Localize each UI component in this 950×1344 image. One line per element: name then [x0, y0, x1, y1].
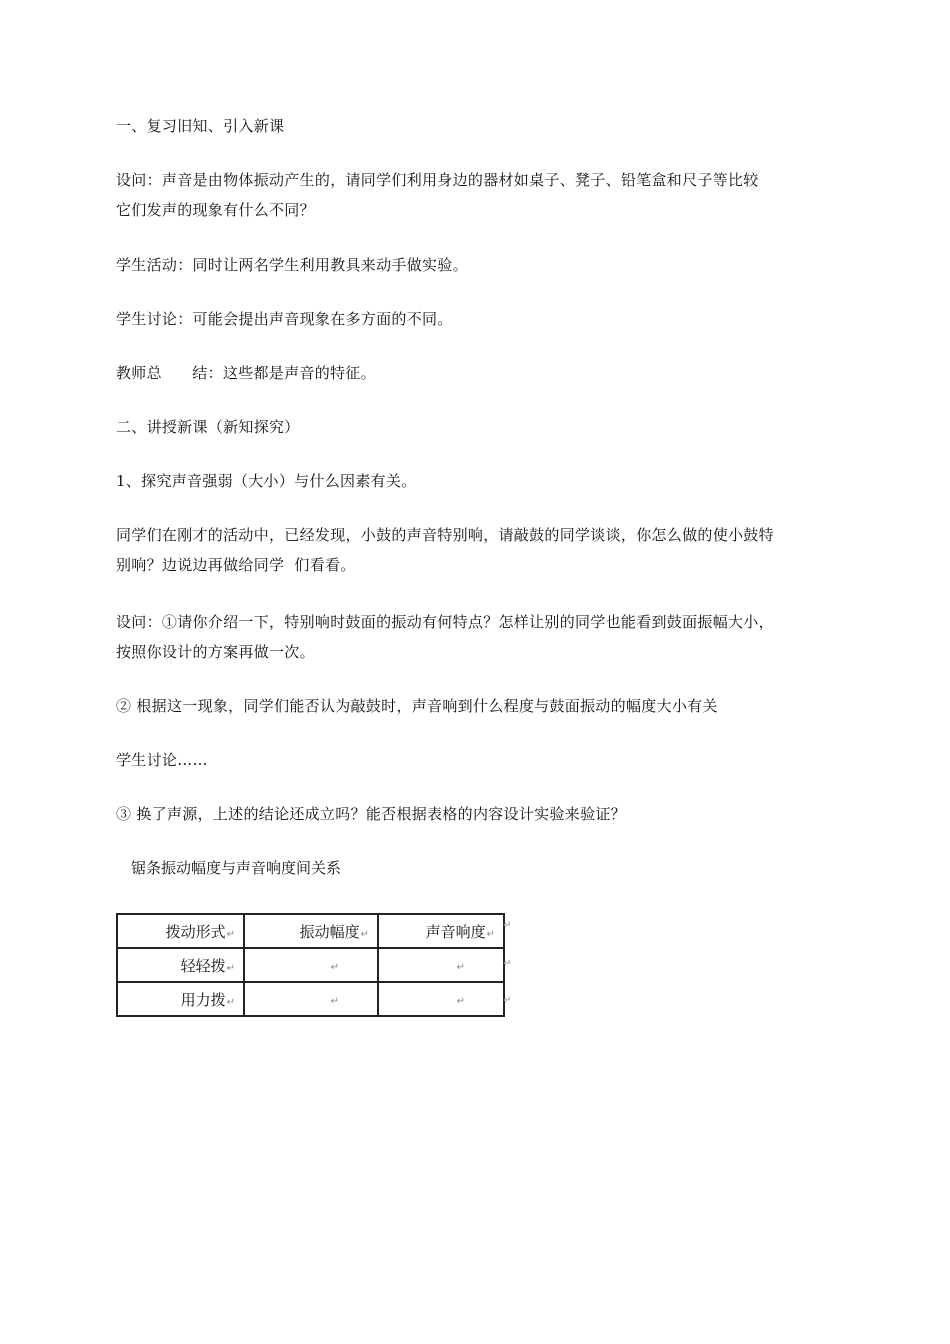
table-header-cell: 振动幅度↵: [244, 914, 378, 948]
student-activity-paragraph: 学生活动：同时让两名学生利用教具来动手做实验。: [116, 256, 468, 274]
student-discussion-ellipsis: 学生讨论……: [116, 751, 208, 769]
drum-paragraph-line-1: 同学们在刚才的活动中，已经发现，小鼓的声音特别响，请敲鼓的同学谈谈，你怎么做的使小鼓特: [116, 526, 774, 544]
table-row: [117, 982, 504, 1016]
table-caption: 锯条振动幅度与声音响度间关系: [131, 859, 342, 877]
question-paragraph-line-2: 它们发声的现象有什么不同？: [116, 201, 315, 219]
table-cell: 用力拨↵: [117, 982, 244, 1016]
table-header-cell: 声音响度↵: [378, 914, 504, 948]
section-heading-new-lesson: 二、讲授新课（新知探究）: [116, 418, 300, 436]
table-cell: ↵: [378, 982, 504, 1016]
table-cell: ↵: [378, 948, 504, 982]
table-row: [117, 948, 504, 982]
table-header-row: [117, 914, 504, 948]
question-two-paragraph: ② 根据这一现象，同学们能否认为敲鼓时，声音响到什么程度与鼓面振动的幅度大小有关: [116, 697, 718, 715]
question-paragraph-line-1: 设问：声音是由物体振动产生的，请同学们利用身边的器材如桌子、凳子、铅笔盒和尺子等比较: [116, 171, 759, 189]
drum-paragraph-line-2: 别响？边说边再做给同学 们看看。: [116, 556, 356, 574]
question-three-paragraph: ③ 换了声源，上述的结论还成立吗？能否根据表格的内容设计实验来验证？: [116, 805, 626, 823]
row-end-mark: ↵: [503, 995, 512, 1006]
vibration-loudness-table: [116, 913, 505, 1017]
teacher-summary-paragraph: 教师总 结：这些都是声音的特征。: [116, 364, 376, 382]
section-heading-review: 一、复习旧知、引入新课: [116, 117, 285, 135]
table-header-cell: 拨动形式↵: [117, 914, 244, 948]
table-cell: ↵: [244, 982, 378, 1016]
table-cell: 轻轻拨↵: [117, 948, 244, 982]
student-discussion-paragraph: 学生讨论：可能会提出声音现象在多方面的不同。: [116, 310, 453, 328]
subsection-heading-loudness: 1、探究声音强弱（大小）与什么因素有关。: [116, 472, 417, 490]
question-one-line-2: 按照你设计的方案再做一次。: [116, 643, 315, 661]
question-one-line-1: 设问：①请你介绍一下，特别响时鼓面的振动有何特点？怎样让别的同学也能看到鼓面振幅大小，: [116, 613, 774, 631]
table-cell: ↵: [244, 948, 378, 982]
row-end-mark: ↵: [503, 958, 512, 969]
row-end-mark: ↵: [503, 920, 512, 931]
